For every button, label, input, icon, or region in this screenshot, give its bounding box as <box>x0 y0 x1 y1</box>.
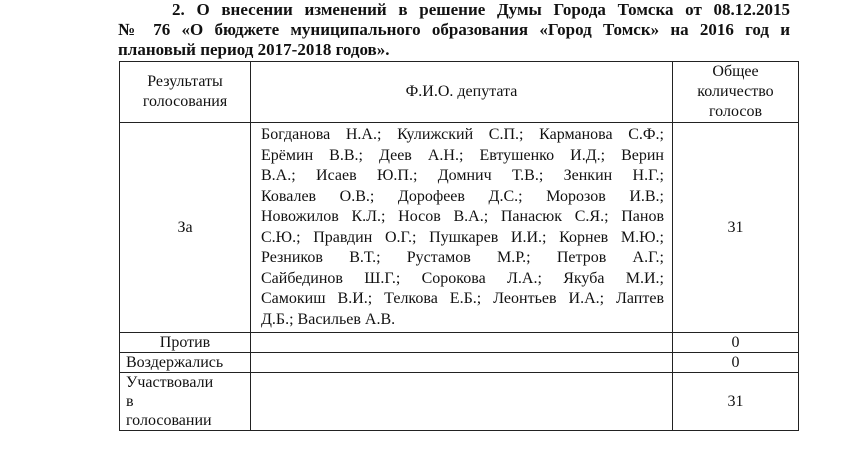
table-header-row <box>120 62 799 123</box>
header-deputy-name: Ф.И.О. депутата <box>251 62 673 123</box>
result-label-za: За <box>120 123 251 333</box>
header-vote-count <box>673 62 799 123</box>
voting-results-table <box>119 61 799 431</box>
heading-line-3: плановый период 2017-2018 годов». <box>118 40 390 59</box>
names-line: Ерёмин В.В.; Деев А.Н.; Евтушенко И.Д.; Верин <box>261 146 664 164</box>
heading-line-1 <box>118 0 790 20</box>
vote-count-uchastv: 31 <box>673 373 799 431</box>
table-row-vozderzh <box>120 353 799 373</box>
names-line: Богданова Н.А.; Кулижский С.П.; Карманова С.Ф.; <box>261 126 664 143</box>
names-line: Ковалев О.В.; Дорофеев Д.С.; Морозов И.В.; <box>261 187 664 205</box>
names-line: Новожилов К.Л.; Носов В.А.; Панасюк С.Я.; Панов <box>261 208 664 225</box>
header-results <box>120 62 251 123</box>
names-line: Д.Б.; Васильев А.В. <box>261 310 396 328</box>
names-line: В.А.; Исаев Ю.П.; Домнич Т.В.; Зенкин Н.Г.; <box>261 167 664 184</box>
deputy-names-protiv <box>251 333 673 353</box>
result-label-protiv: Против <box>120 333 251 353</box>
result-label-vozderzh: Воздержались <box>120 353 251 373</box>
heading-number: 2. <box>172 0 185 19</box>
names-line: Самокиш В.И.; Телкова Е.Б.; Леонтьев И.А.; Лаптев <box>261 290 664 307</box>
deputy-names-za <box>251 123 673 333</box>
table-row-za <box>120 123 799 333</box>
deputy-names-uchastv <box>251 373 673 431</box>
names-line: Сайбединов Ш.Г.; Сорокова Л.А.; Якуба М.И.; <box>261 269 664 287</box>
heading-line-2: № 76 «О бюджете муниципального образования «Город Томск» на 2016 год и <box>118 20 790 39</box>
header-results-line-2: голосования <box>142 93 228 110</box>
document-heading <box>118 0 790 60</box>
result-label-uchastv <box>120 373 251 431</box>
header-count-line-2: количество <box>697 83 774 100</box>
names-line: С.Ю.; Правдин О.Г.; Пушкарев И.И.; Корнев М.Ю.; <box>261 228 664 246</box>
vote-count-za: 31 <box>673 123 799 333</box>
deputy-names-vozderzh <box>251 353 673 373</box>
uchastv-line-2: в <box>126 393 134 410</box>
header-results-line-1: Результаты <box>147 73 223 90</box>
heading-text-1: О внесении изменений в решение Думы Города Томска от 08.12.2015 <box>196 0 791 19</box>
names-line: Резников В.Т.; Рустамов М.Р.; Петров А.Г.; <box>261 249 664 266</box>
table-row-uchastv <box>120 373 799 431</box>
uchastv-line-1: Участвовали <box>126 374 214 391</box>
table-row-protiv <box>120 333 799 353</box>
header-count-line-1: Общее <box>712 63 759 80</box>
header-count-line-3: голосов <box>709 103 762 120</box>
uchastv-line-3: голосовании <box>126 412 212 429</box>
vote-count-vozderzh: 0 <box>673 353 799 373</box>
vote-count-protiv: 0 <box>673 333 799 353</box>
